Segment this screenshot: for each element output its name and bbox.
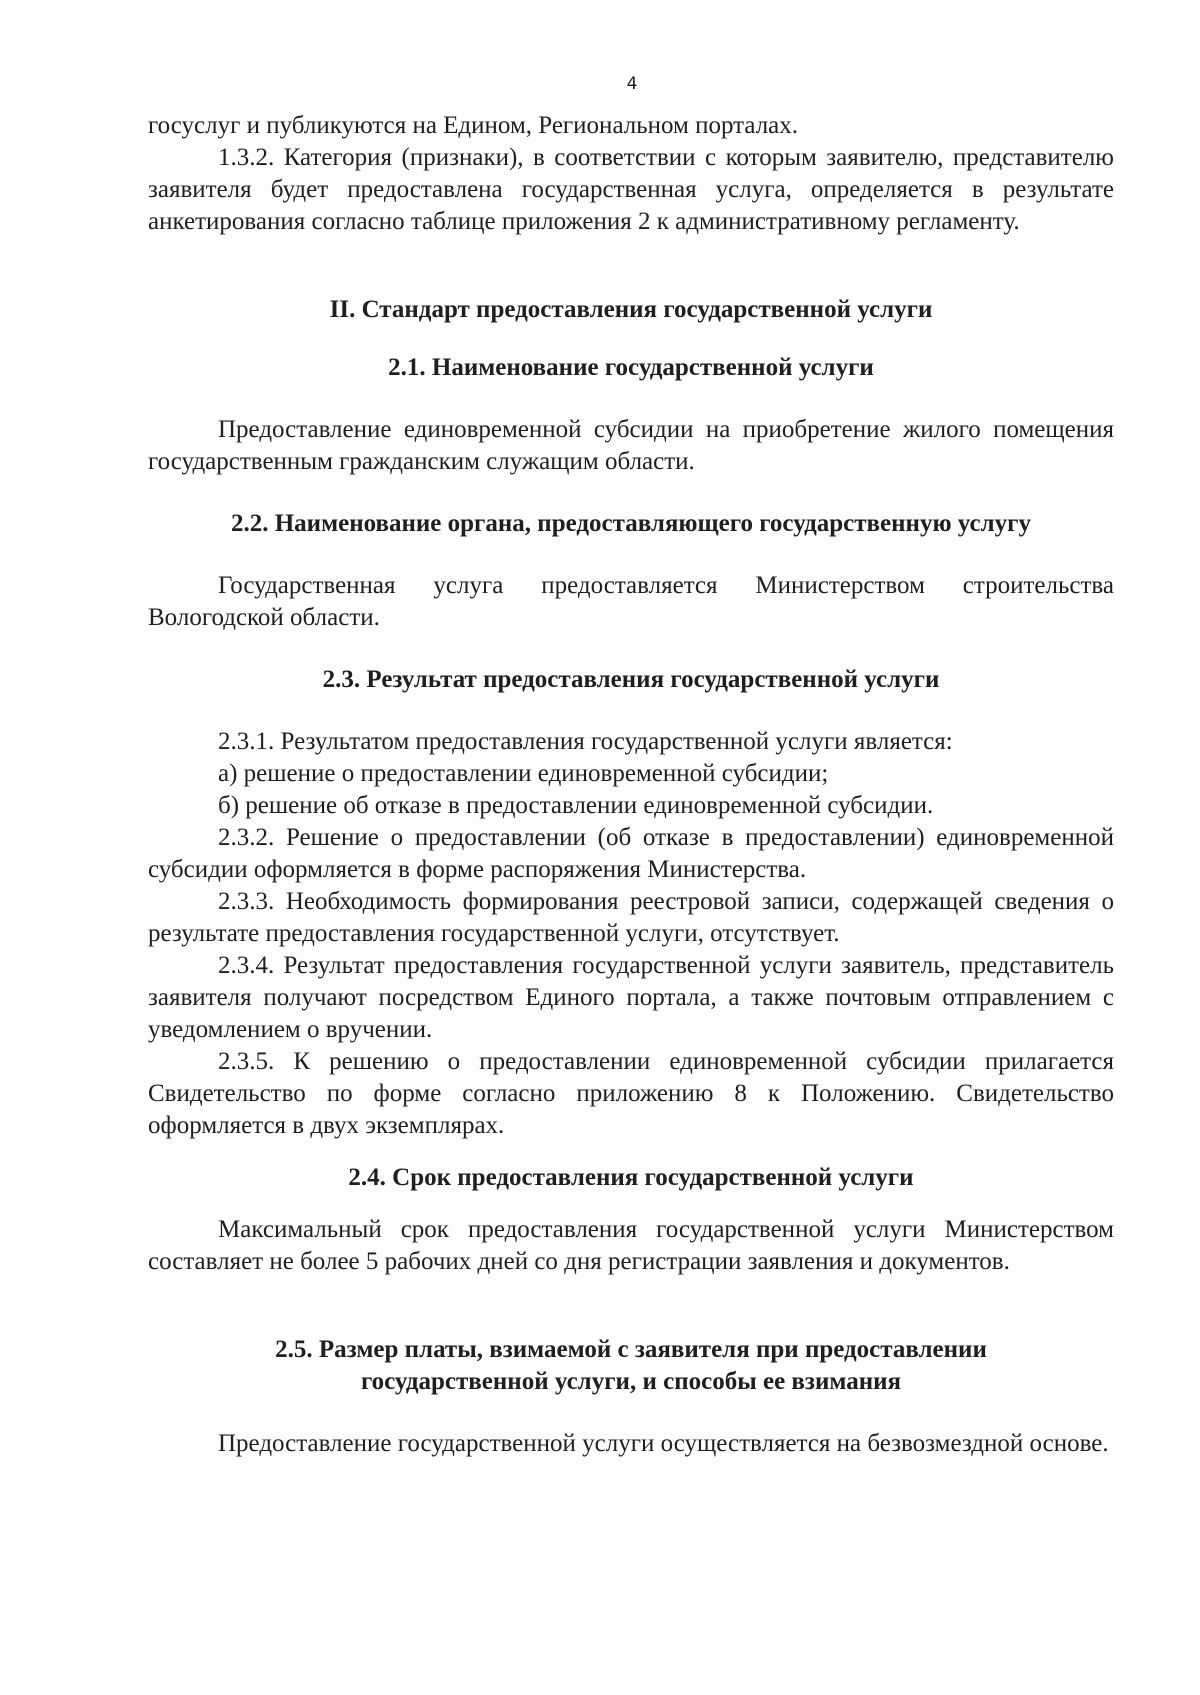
paragraph-2-3-5: 2.3.5. К решению о предоставлении единовременной субсидии прилагается Свидетельство по форме согласно приложению 8 к Положению. Свидетельство оформляется в двух экземплярах. <box>148 1048 1114 1139</box>
page-number: 4 <box>626 74 638 94</box>
heading-2-1: 2.1. Наименование государственной услуги <box>388 354 874 381</box>
paragraph-1-3-2: 1.3.2. Категория (признаки), в соответствии с которым заявителю, представителю заявителя будет предоставлена государственная услуга, определяется в результате анкетирования согласно таблице приложения 2 к административному регламенту. <box>148 144 1114 235</box>
list-item-a: а) решение о предоставлении единовременной субсидии; <box>218 760 829 787</box>
intro-continuation: госуслуг и публикуются на Едином, Региональном порталах. <box>148 112 799 139</box>
paragraph-2-3-2: 2.3.2. Решение о предоставлении (об отказе в предоставлении) единовременной субсидии оформляется в форме распоряжения Министерства. <box>148 824 1114 883</box>
heading-2-2: 2.2. Наименование органа, предоставляющего государственную услугу <box>230 510 1032 537</box>
section-2-title: II. Стандарт предоставления государственной услуги <box>329 296 933 323</box>
paragraph-2-3-4: 2.3.4. Результат предоставления государственной услуги заявитель, представитель заявителя получают посредством Единого портала, а также почтовым отправлением с уведомлением о вручении. <box>148 952 1114 1043</box>
document-body <box>148 110 1114 1460</box>
paragraph-2-2: Государственная услуга предоставляется Министерством строительства Вологодской области. <box>148 572 1114 631</box>
heading-2-4: 2.4. Срок предоставления государственной услуги <box>348 1164 914 1191</box>
paragraph-2-3-3: 2.3.3. Необходимость формирования реестровой записи, содержащей сведения о результате предоставления государственной услуги, отсутствует. <box>148 888 1114 947</box>
heading-2-5-line-1: 2.5. Размер платы, взимаемой с заявителя при предоставлении <box>275 1336 987 1363</box>
heading-2-3: 2.3. Результат предоставления государственной услуги <box>322 666 940 693</box>
paragraph-2-5: Предоставление государственной услуги осуществляется на безвозмездной основе. <box>218 1430 1109 1457</box>
paragraph-2-4: Максимальный срок предоставления государственной услуги Министерством составляет не более 5 рабочих дней со дня регистрации заявления и документов. <box>148 1216 1114 1275</box>
heading-2-5-line-2: государственной услуги, и способы ее взимания <box>360 1368 902 1395</box>
paragraph-2-1: Предоставление единовременной субсидии на приобретение жилого помещения государственным гражданским служащим области. <box>148 416 1114 475</box>
list-item-b: б) решение об отказе в предоставлении единовременной субсидии. <box>218 792 934 819</box>
paragraph-2-3-1: 2.3.1. Результатом предоставления государственной услуги является: <box>218 728 953 755</box>
